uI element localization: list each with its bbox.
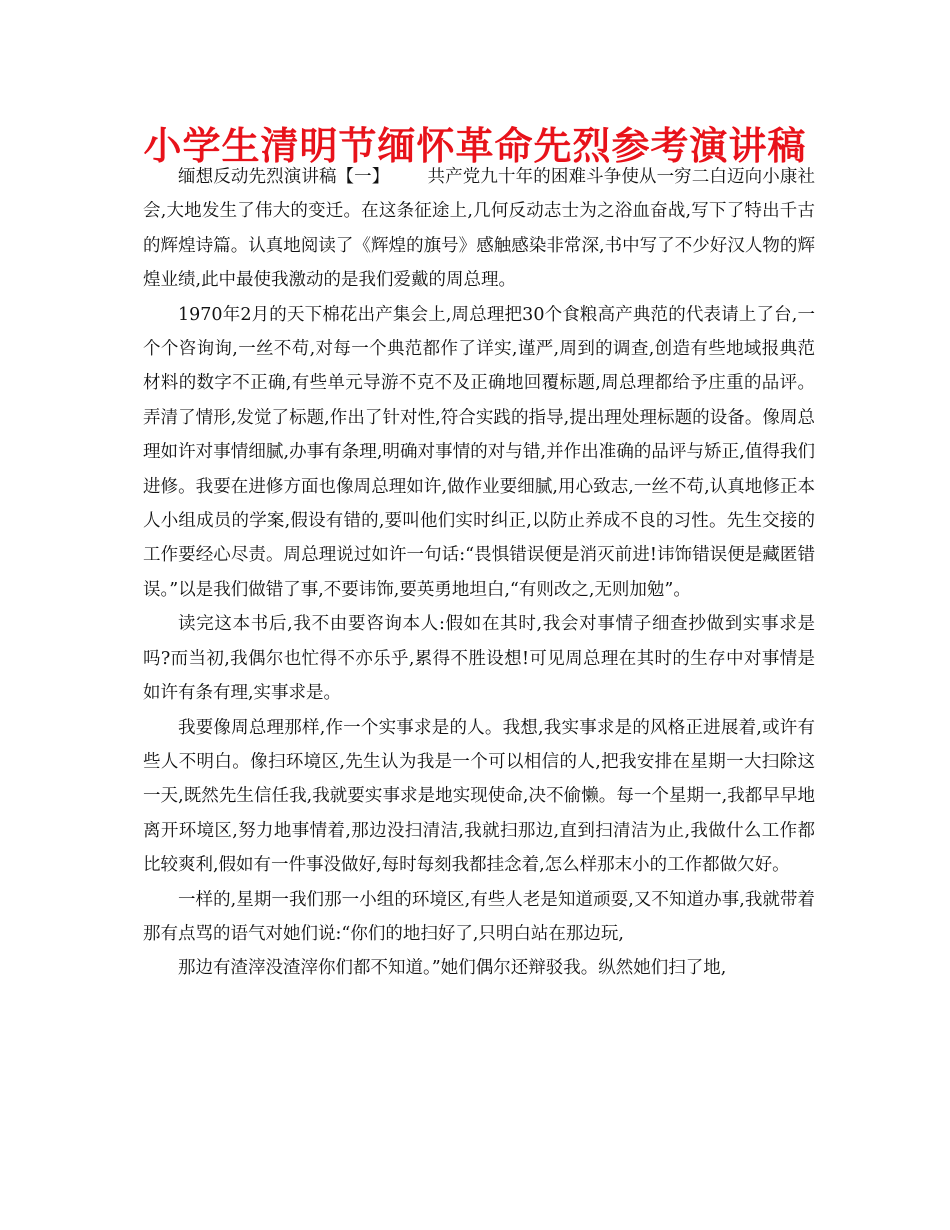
paragraph-6: 那边有渣滓没渣滓你们都不知道。”她们偶尔还辩驳我。纵然她们扫了地, (178, 958, 727, 979)
paragraph-4: 我要像周总理那样,作一个实事求是的人。我想,我实事求是的风格正进展着,或许有些人不明白。像扫环境区,先生认为我是一个可以相信的人,把我安排在星期一大扫除这一天,既然先生信任我,我就要实事求是地实现使命,决不偷懒。每一个星期一,我都早早地离开环境区,努力地事情着,那边没扫清洁,我就扫那边,直到扫清洁为止,我做什么工作都比较爽利,假如有一件事没做好,每时每刻我都挂念着,怎么样那末小的工作都做欠好。 (143, 717, 815, 876)
paragraph-1-text: 共产党九十年的困难斗争使从一穷二白迈向小康社会,大地发生了伟大的变迁。在这条征途上,几何反动志士为之浴血奋战,写下了特出千古的辉煌诗篇。认真地阅读了《辉煌的旗号》感触感染非常深,书中写了不少好汉人物的辉煌业绩,此中最使我激动的是我们爱戴的周总理。 (143, 167, 816, 291)
document-body (143, 160, 815, 986)
paragraph-5: 一样的,星期一我们那一小组的环境区,有些人老是知道顽耍,又不知道办事,我就带着那有点骂的语气对她们说:“你们的地扫好了,只明白站在那边玩, (143, 889, 815, 944)
lead-heading: 缅想反动先烈演讲稿【一】 (178, 167, 390, 187)
paragraph-1 (143, 160, 815, 298)
document-title: 小学生清明节缅怀革命先烈参考演讲稿 (143, 124, 807, 168)
paragraph-2: 1970年2月的天下棉花出产集会上,周总理把30个食粮高产典范的代表请上了台,一个个咨询询,一丝不苟,对每一个典范都作了详实,谨严,周到的调查,创造有些地域报典范材料的数字不正确,有些单元导游不克不及正确地回覆标题,周总理都给予庄重的品评。弄清了情形,发觉了标题,作出了针对性,符合实践的指导,提出理处理标题的设备。像周总理如许对事情细腻,办事有条理,明确对事情的对与错,并作出准确的品评与矫正,值得我们进修。我要在进修方面也像周总理如许,做作业要细腻,用心致志,一丝不苟,认真地修正本人小组成员的学案,假设有错的,要叫他们实时纠正,以防止养成不良的习性。先生交接的工作要经心尽责。周总理说过如许一句话:“畏惧错误便是消灭前进!讳饰错误便是藏匿错误。”以是我们做错了事,不要讳饰,要英勇地坦白,“有则改之,无则加勉”。 (143, 304, 815, 600)
paragraph-3: 读完这本书后,我不由要咨询本人:假如在其时,我会对事情子细查抄做到实事求是吗?而当初,我偶尔也忙得不亦乐乎,累得不胜设想!可见周总理在其时的生存中对事情是如许有条有理,实事求是。 (143, 614, 815, 704)
